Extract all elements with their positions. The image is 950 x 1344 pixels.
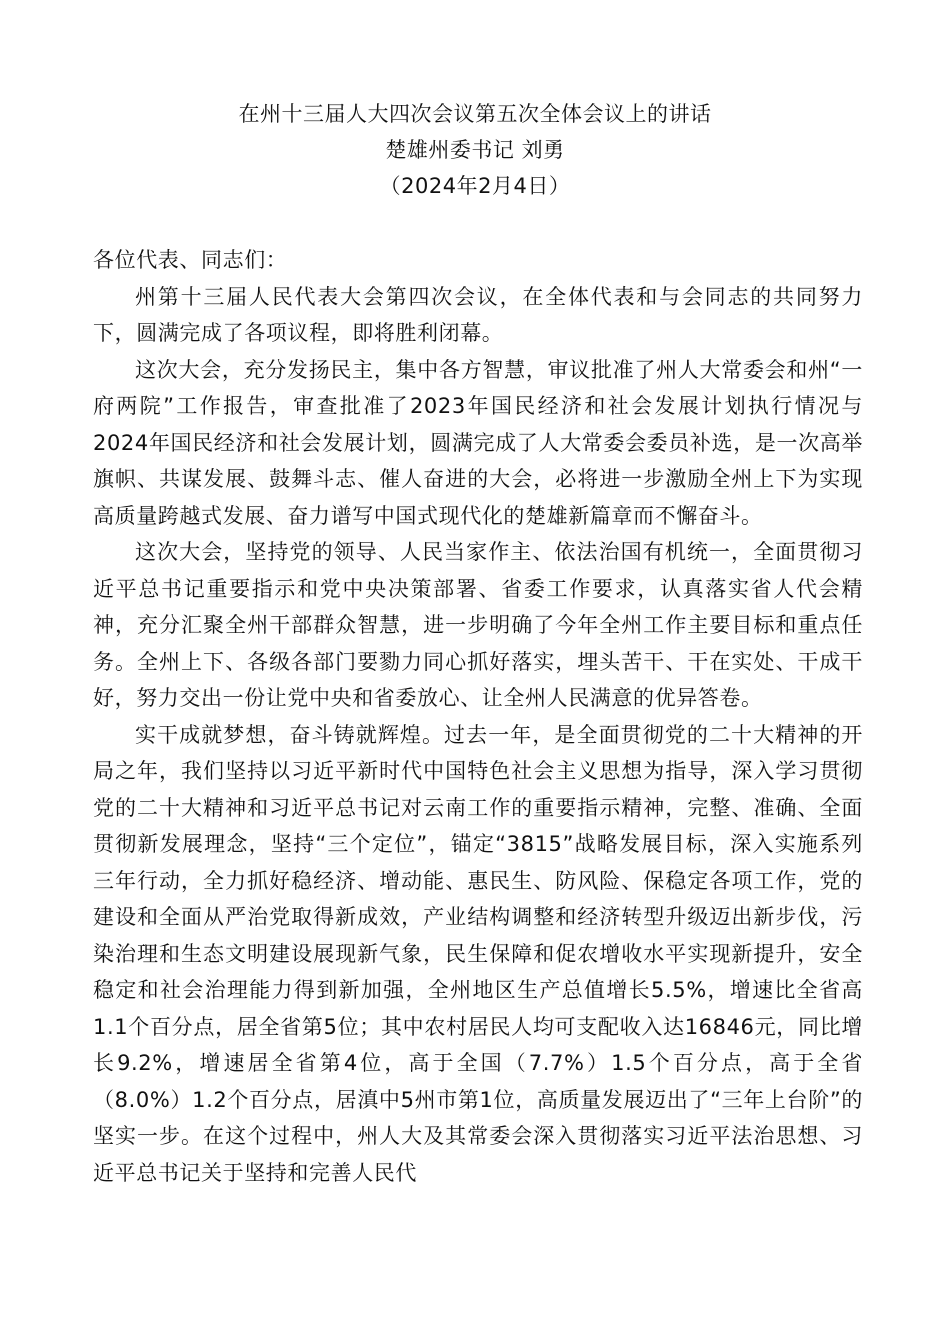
paragraph-party-leadership: 这次大会，坚持党的领导、人民当家作主、依法治国有机统一，全面贯彻习近平总书记重要指示和党中央决策部署、省委工作要求，认真落实省人代会精神，充分汇聚全州干部群众智慧，进一步明确了今年全州工作主要目标和重点任务。全州上下、各级各部门要勠力同心抓好落实，埋头苦干、干在实处、干成干好，努力交出一份让党中央和省委放心、让全州人民满意的优异答卷。 <box>93 540 863 710</box>
speaker-line: 楚雄州委书记 刘勇 <box>385 138 565 162</box>
speech-body <box>93 242 863 1191</box>
paragraph-past-year-achievements: 实干成就梦想，奋斗铸就辉煌。过去一年，是全面贯彻党的二十大精神的开局之年，我们坚持以习近平新时代中国特色社会主义思想为指导，深入学习贯彻党的二十大精神和习近平总书记对云南工作的重要指示精神，完整、准确、全面贯彻新发展理念，坚持“三个定位”，锚定“3815”战略发展目标，深入实施系列三年行动，全力抓好稳经济、增动能、惠民生、防风险、保稳定各项工作，党的建设和全面从严治党取得新成效，产业结构调整和经济转型升级迈出新步伐，污染治理和生态文明建设展现新气象，民生保障和促农增收水平实现新提升，安全稳定和社会治理能力得到新加强，全州地区生产总值增长5.5%，增速比全省高1.1个百分点，居全省第5位；其中农村居民人均可支配收入达16846元，同比增长9.2%，增速居全省第4位，高于全国（7.7%）1.5个百分点，高于全省（8.0%）1.2个百分点，居滇中5州市第1位，高质量发展迈出了“三年上台阶”的坚实一步。在这个过程中，州人大及其常委会深入贯彻落实习近平法治思想、习近平总书记关于坚持和完善人民代 <box>93 722 863 1185</box>
salutation: 各位代表、同志们： <box>93 248 288 272</box>
speech-date: （2024年2月4日） <box>379 174 571 198</box>
paragraph-closing-announcement: 州第十三届人民代表大会第四次会议，在全体代表和与会同志的共同努力下，圆满完成了各项议程，即将胜利闭幕。 <box>93 284 863 345</box>
paragraph-congress-review: 这次大会，充分发扬民主，集中各方智慧，审议批准了州人大常委会和州“一府两院”工作报告，审查批准了2023年国民经济和社会发展计划执行情况与2024年国民经济和社会发展计划，圆满完成了人大常委会委员补选，是一次高举旗帜、共谋发展、鼓舞斗志、催人奋进的大会，必将进一步激励全州上下为实现高质量跨越式发展、奋力谱写中国式现代化的楚雄新篇章而不懈奋斗。 <box>93 357 863 528</box>
document-title: 在州十三届人大四次会议第五次全体会议上的讲话 <box>238 102 712 126</box>
document-header <box>0 96 950 204</box>
